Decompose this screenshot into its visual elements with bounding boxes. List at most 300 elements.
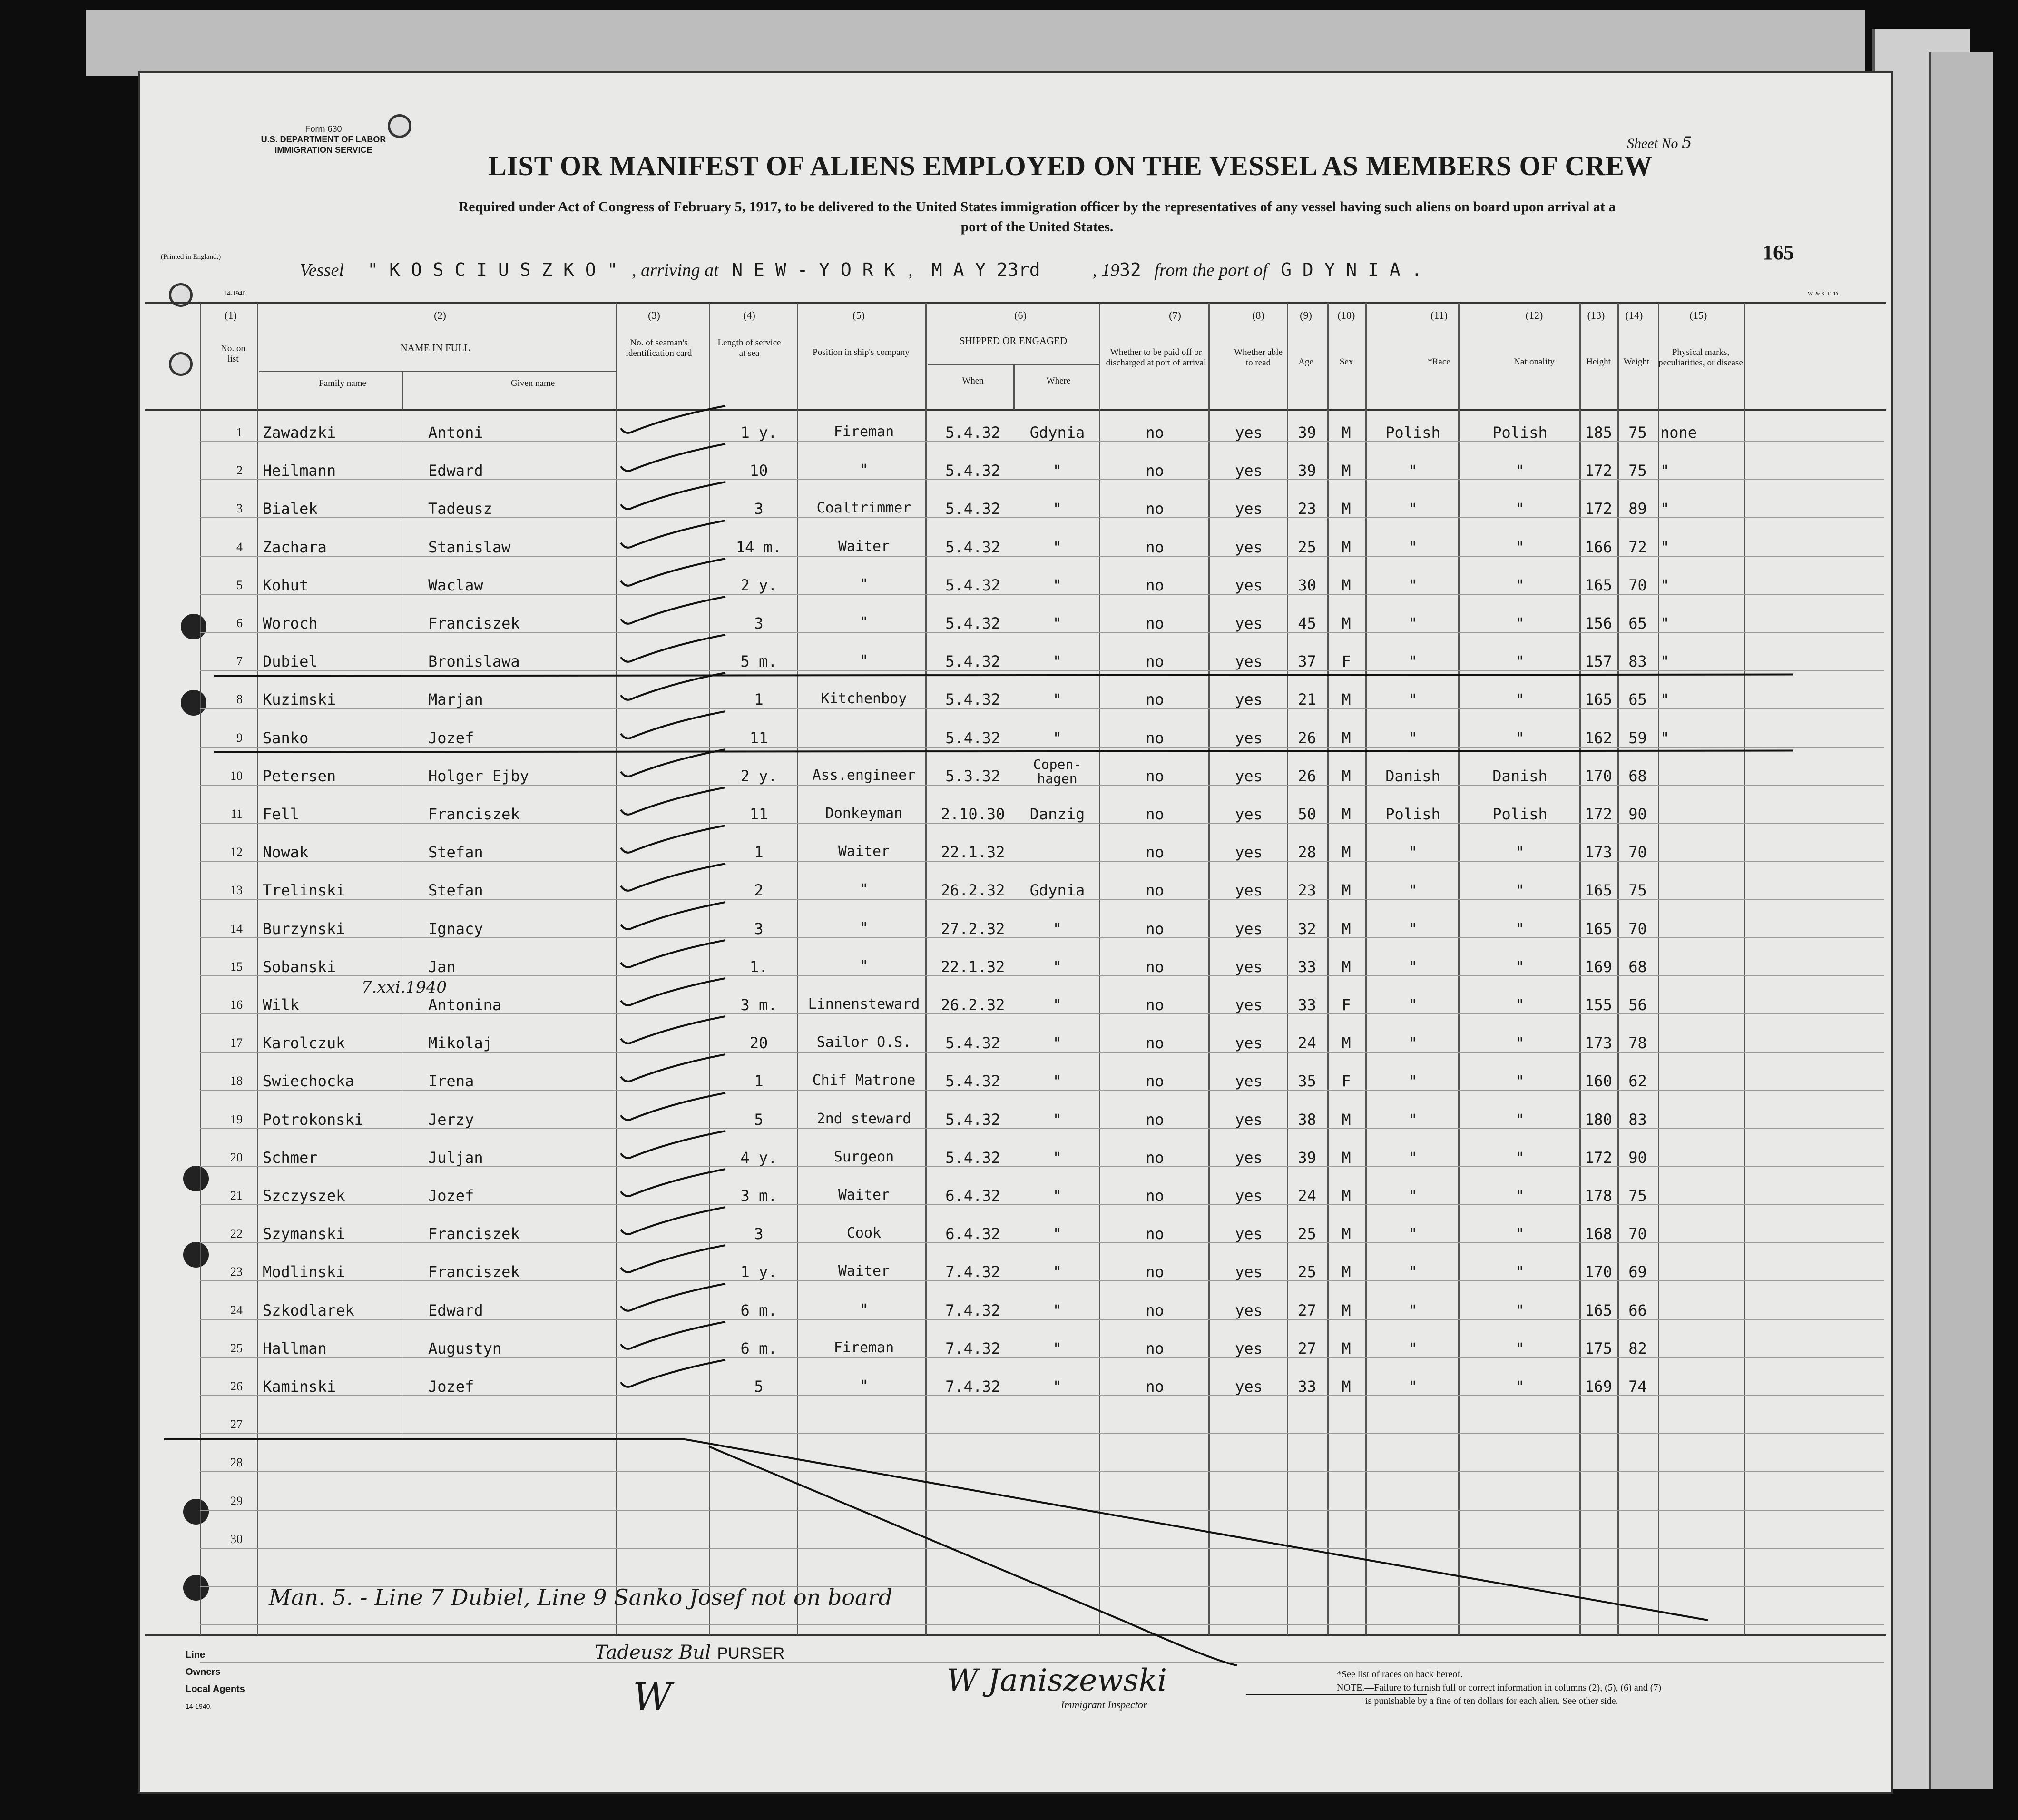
cell-when: 5.4.32 — [945, 729, 1000, 747]
row-number: 19 — [230, 1112, 243, 1126]
cell-height: 168 — [1585, 1225, 1612, 1243]
cell-height: 165 — [1585, 920, 1612, 938]
cell-family: Burzynski — [263, 920, 345, 938]
cell-nat: " — [1515, 690, 1525, 708]
cell-weight: 59 — [1628, 729, 1647, 747]
cell-nat: " — [1515, 1034, 1525, 1052]
cell-where: " — [1052, 996, 1062, 1014]
cell-given: Jozef — [428, 1377, 474, 1396]
printed-in: (Printed in England.) — [161, 253, 221, 261]
cell-marks: " — [1660, 538, 1670, 556]
cell-age: 25 — [1298, 538, 1316, 556]
form-code: 14-1940. — [224, 290, 248, 297]
cell-where: " — [1052, 1339, 1062, 1358]
cell-position: Chif Matrone — [812, 1072, 916, 1089]
cell-race: " — [1408, 843, 1418, 861]
cell-height: 172 — [1585, 1149, 1612, 1167]
end-of-list-lines — [138, 71, 1893, 1794]
cell-position: " — [859, 652, 869, 669]
cell-given: Bronislawa — [428, 652, 520, 670]
cell-age: 23 — [1298, 500, 1316, 518]
cell-race: " — [1408, 462, 1418, 480]
cell-age: 28 — [1298, 843, 1316, 861]
row-number: 5 — [236, 578, 243, 592]
cell-service: 3 m. — [740, 1187, 777, 1205]
cell-height: 169 — [1585, 958, 1612, 976]
cell-where: " — [1052, 958, 1062, 976]
colnum-9: (9) — [1300, 309, 1312, 321]
cell-nat: Polish — [1492, 423, 1548, 442]
cell-where: " — [1052, 1034, 1062, 1052]
cell-sex: M — [1342, 1187, 1351, 1205]
row-number: 1 — [236, 425, 243, 439]
cell-weight: 82 — [1628, 1339, 1647, 1358]
cell-paid: no — [1146, 881, 1164, 899]
cell-paid: no — [1146, 1111, 1164, 1129]
cell-marks: " — [1660, 500, 1670, 518]
cell-weight: 83 — [1628, 652, 1647, 670]
cell-paid: no — [1146, 996, 1164, 1014]
row-number: 9 — [236, 731, 243, 745]
cell-race: " — [1408, 576, 1418, 594]
cell-read: yes — [1235, 576, 1263, 594]
department: U.S. DEPARTMENT OF LABOR — [261, 135, 386, 144]
cell-position: " — [859, 462, 869, 478]
cell-family: Potrokonski — [263, 1111, 363, 1129]
header-given-name: Given name — [510, 378, 555, 388]
cell-marks: " — [1660, 576, 1670, 594]
colnum-5: (5) — [852, 309, 865, 321]
colnum-12: (12) — [1525, 309, 1543, 321]
header-when: When — [962, 376, 984, 386]
cell-height: 172 — [1585, 462, 1612, 480]
cell-nat: Danish — [1492, 767, 1548, 785]
initials: W — [633, 1675, 672, 1719]
cell-sex: M — [1342, 920, 1351, 938]
cell-family: Modlinski — [263, 1263, 345, 1281]
cell-height: 173 — [1585, 843, 1612, 861]
cell-height: 156 — [1585, 614, 1612, 632]
cell-sex: M — [1342, 1225, 1351, 1243]
cell-service: 3 m. — [740, 996, 777, 1014]
cell-paid: no — [1146, 958, 1164, 976]
cell-read: yes — [1235, 1377, 1263, 1396]
cell-sex: M — [1342, 1111, 1351, 1129]
colnum-10: (10) — [1337, 309, 1355, 321]
cell-race: " — [1408, 1301, 1418, 1319]
cell-sex: M — [1342, 843, 1351, 861]
cell-sex: M — [1342, 881, 1351, 899]
cell-position: " — [859, 958, 869, 974]
cell-family: Sanko — [263, 729, 309, 747]
cell-paid: no — [1146, 462, 1164, 480]
cell-weight: 78 — [1628, 1034, 1647, 1052]
header-weight: Weight — [1623, 357, 1650, 367]
cell-given: Irena — [428, 1072, 474, 1090]
header-name-in-full: NAME IN FULL — [400, 342, 470, 354]
cell-nat: " — [1515, 1301, 1525, 1319]
cell-age: 39 — [1298, 462, 1316, 480]
cell-family: Hallman — [263, 1339, 327, 1358]
cell-sex: M — [1342, 729, 1351, 747]
cell-given: Juljan — [428, 1149, 483, 1167]
cell-race: " — [1408, 1339, 1418, 1358]
row-number: 2 — [236, 463, 243, 477]
header-family-name: Family name — [319, 378, 366, 388]
cell-height: 172 — [1585, 500, 1612, 518]
cell-given: Jerzy — [428, 1111, 474, 1129]
cell-given: Holger Ejby — [428, 767, 529, 785]
cell-height: 166 — [1585, 538, 1612, 556]
cell-age: 26 — [1298, 729, 1316, 747]
cell-position: Waiter — [838, 538, 890, 555]
footer-owners-label: Owners — [186, 1667, 221, 1677]
cell-age: 50 — [1298, 805, 1316, 823]
cell-given: Augustyn — [428, 1339, 502, 1358]
cell-family: Zachara — [263, 538, 327, 556]
cell-weight: 70 — [1628, 576, 1647, 594]
cell-read: yes — [1235, 1187, 1263, 1205]
cell-age: 33 — [1298, 996, 1316, 1014]
cell-paid: no — [1146, 1149, 1164, 1167]
cell-age: 27 — [1298, 1301, 1316, 1319]
cell-when: 5.4.32 — [945, 423, 1000, 442]
row-number: 10 — [230, 769, 243, 783]
from-label: from the port of — [1154, 260, 1268, 280]
cell-race: " — [1408, 1263, 1418, 1281]
colnum-1: (1) — [225, 309, 237, 321]
cell-where: " — [1052, 1225, 1062, 1243]
cell-weight: 74 — [1628, 1377, 1647, 1396]
cell-family: Schmer — [263, 1149, 318, 1167]
cell-service: 3 — [754, 614, 764, 632]
manifest-sheet — [138, 71, 1893, 1794]
cell-position: Fireman — [833, 423, 894, 440]
cell-family: Kohut — [263, 576, 309, 594]
cell-read: yes — [1235, 1034, 1263, 1052]
cell-height: 165 — [1585, 881, 1612, 899]
arrival-year: 32 — [1119, 259, 1141, 280]
cell-paid: no — [1146, 1034, 1164, 1052]
cell-position: " — [859, 1301, 869, 1318]
colnum-6: (6) — [1014, 309, 1027, 321]
header-height: Height — [1586, 357, 1611, 367]
empty-row-number: 30 — [230, 1532, 243, 1546]
cell-read: yes — [1235, 538, 1263, 556]
cell-when: 5.4.32 — [945, 614, 1000, 632]
colnum-2: (2) — [434, 309, 446, 321]
cell-age: 35 — [1298, 1072, 1316, 1090]
cell-when: 2.10.30 — [940, 805, 1005, 823]
cell-age: 21 — [1298, 690, 1316, 708]
cell-sex: M — [1342, 462, 1351, 480]
cell-paid: no — [1146, 1072, 1164, 1090]
cell-read: yes — [1235, 920, 1263, 938]
cell-nat: " — [1515, 538, 1525, 556]
cell-read: yes — [1235, 652, 1263, 670]
cell-when: 27.2.32 — [940, 920, 1005, 938]
row-number: 25 — [230, 1341, 243, 1355]
cell-where: " — [1052, 920, 1062, 938]
cell-weight: 68 — [1628, 767, 1647, 785]
cell-race: " — [1408, 614, 1418, 632]
row-number: 11 — [230, 807, 243, 821]
cell-family: Petersen — [263, 767, 336, 785]
cell-read: yes — [1235, 614, 1263, 632]
cell-marks: " — [1660, 652, 1670, 670]
cell-marks: " — [1660, 729, 1670, 747]
cell-age: 23 — [1298, 881, 1316, 899]
cell-weight: 70 — [1628, 1225, 1647, 1243]
cell-race: Danish — [1385, 767, 1440, 785]
cell-nat: " — [1515, 614, 1525, 632]
colnum-15: (15) — [1689, 309, 1707, 321]
cell-position: Surgeon — [833, 1149, 894, 1165]
cell-position: Waiter — [838, 843, 890, 860]
cell-weight: 70 — [1628, 843, 1647, 861]
footer-note-failure: NOTE.—Failure to furnish full or correct information in columns (2), (5), (6) and (7) — [1337, 1682, 1662, 1693]
cell-where: " — [1052, 652, 1062, 670]
arrival-port: N E W - Y O R K — [732, 259, 895, 280]
cell-weight: 70 — [1628, 920, 1647, 938]
footer-notes — [1337, 1668, 1661, 1708]
cell-position: Waiter — [838, 1187, 890, 1203]
cell-when: 7.4.32 — [945, 1301, 1000, 1319]
header-nationality: Nationality — [1514, 357, 1555, 367]
cell-where: " — [1052, 690, 1062, 708]
cell-paid: no — [1146, 500, 1164, 518]
cell-given: Ignacy — [428, 920, 483, 938]
cell-read: yes — [1235, 690, 1263, 708]
footer-line-label: Line — [186, 1650, 206, 1660]
printer-mark: W. & S. LTD. — [1808, 290, 1840, 297]
cell-weight: 68 — [1628, 958, 1647, 976]
cell-when: 7.4.32 — [945, 1339, 1000, 1358]
cell-where: " — [1052, 1377, 1062, 1396]
cell-race: " — [1408, 538, 1418, 556]
cell-nat: " — [1515, 1263, 1525, 1281]
cell-race: Polish — [1385, 423, 1440, 442]
cell-sex: M — [1342, 614, 1351, 632]
cell-weight: 69 — [1628, 1263, 1647, 1281]
cell-marks: " — [1660, 462, 1670, 480]
cell-height: 178 — [1585, 1187, 1612, 1205]
row-number: 21 — [230, 1189, 243, 1202]
cell-given: Antoni — [428, 423, 483, 442]
header-race: *Race — [1428, 357, 1450, 367]
header-sex: Sex — [1339, 357, 1353, 367]
colnum-13: (13) — [1587, 309, 1605, 321]
cell-age: 24 — [1298, 1034, 1316, 1052]
cell-read: yes — [1235, 1225, 1263, 1243]
cell-read: yes — [1235, 767, 1263, 785]
cell-service: 1. — [749, 958, 768, 976]
cell-height: 165 — [1585, 576, 1612, 594]
cell-service: 2 — [754, 881, 764, 899]
cell-race: " — [1408, 958, 1418, 976]
page-title: LIST OR MANIFEST OF ALIENS EMPLOYED ON THE VESSEL AS MEMBERS OF CREW — [488, 150, 1653, 181]
cell-position: " — [859, 1377, 869, 1394]
cell-paid: no — [1146, 652, 1164, 670]
purser-signature — [595, 1642, 784, 1663]
row-number: 18 — [230, 1074, 243, 1088]
cell-nat: " — [1515, 462, 1525, 480]
cell-given: Tadeusz — [428, 500, 492, 518]
cell-marks: " — [1660, 690, 1670, 708]
cell-height: 157 — [1585, 652, 1612, 670]
header-able-read: Whether able to read — [1234, 347, 1283, 368]
cell-nat: " — [1515, 576, 1525, 594]
cell-weight: 90 — [1628, 1149, 1647, 1167]
cell-when: 7.4.32 — [945, 1377, 1000, 1396]
cell-race: Polish — [1385, 805, 1440, 823]
header-length-service: Length of service at sea — [717, 338, 781, 358]
cell-weight: 89 — [1628, 500, 1647, 518]
underlying-page-top — [86, 10, 1865, 76]
cell-where: " — [1052, 729, 1062, 747]
cell-family: Heilmann — [263, 462, 336, 480]
cell-weight: 56 — [1628, 996, 1647, 1014]
cell-service: 14 m. — [735, 538, 782, 556]
cell-height: 180 — [1585, 1111, 1612, 1129]
cell-marks: " — [1660, 614, 1670, 632]
cell-weight: 65 — [1628, 614, 1647, 632]
cell-read: yes — [1235, 958, 1263, 976]
footer-form-code: 14-1940. — [186, 1702, 212, 1710]
cell-age: 45 — [1298, 614, 1316, 632]
cell-read: yes — [1235, 1149, 1263, 1167]
cell-sex: M — [1342, 1149, 1351, 1167]
cell-service: 3 — [754, 920, 764, 938]
footer-note-fine: is punishable by a fine of ten dollars for each alien. See other side. — [1365, 1696, 1618, 1706]
header-no-on-list: No. on list — [221, 344, 245, 364]
row-number: 24 — [230, 1303, 243, 1317]
cell-given: Edward — [428, 1301, 483, 1319]
cell-service: 3 — [754, 1225, 764, 1243]
cell-service: 5 — [754, 1111, 764, 1129]
header-position: Position in ship's company — [813, 347, 910, 357]
cell-when: 7.4.32 — [945, 1263, 1000, 1281]
cell-position: Kitchenboy — [821, 690, 907, 707]
cell-position: " — [859, 576, 869, 593]
row-number: 8 — [236, 692, 243, 706]
cell-position: Linnensteward — [808, 996, 920, 1013]
cell-race: " — [1408, 690, 1418, 708]
cell-read: yes — [1235, 1072, 1263, 1090]
cell-family: Szczyszek — [263, 1187, 345, 1205]
inspector-label: Immigrant Inspector — [1061, 1699, 1147, 1711]
cell-paid: no — [1146, 614, 1164, 632]
cell-weight: 72 — [1628, 538, 1647, 556]
purser-title: PURSER — [717, 1644, 785, 1663]
cell-sex: M — [1342, 767, 1351, 785]
inspector-signature: W Janiszewski — [947, 1663, 1167, 1698]
sheet-no-value: 5 — [1681, 133, 1692, 152]
cell-sex: M — [1342, 958, 1351, 976]
cell-given: Jan — [428, 958, 456, 976]
date-separator: , — [908, 260, 913, 280]
cell-given: Marjan — [428, 690, 483, 708]
cell-paid: no — [1146, 920, 1164, 938]
cell-paid: no — [1146, 538, 1164, 556]
cell-height: 165 — [1585, 1301, 1612, 1319]
cell-nat: Polish — [1492, 805, 1548, 823]
cell-family: Fell — [263, 805, 300, 823]
row-number: 3 — [236, 502, 243, 515]
cell-race: " — [1408, 881, 1418, 899]
row-number: 14 — [230, 922, 243, 935]
cell-where: " — [1052, 614, 1062, 632]
cell-when: 5.4.32 — [945, 500, 1000, 518]
cell-age: 37 — [1298, 652, 1316, 670]
cell-where: " — [1052, 500, 1062, 518]
cell-given: Franciszek — [428, 1263, 520, 1281]
cell-race: " — [1408, 1111, 1418, 1129]
cell-read: yes — [1235, 805, 1263, 823]
cell-sex: F — [1342, 652, 1351, 670]
row-number: 4 — [236, 540, 243, 554]
cell-given: Edward — [428, 462, 483, 480]
cell-service: 11 — [749, 805, 768, 823]
cell-where: " — [1052, 1301, 1062, 1319]
cell-given: Jozef — [428, 729, 474, 747]
cell-weight: 75 — [1628, 881, 1647, 899]
cell-service: 1 — [754, 843, 764, 861]
cell-where: " — [1052, 1263, 1062, 1281]
cell-when: 22.1.32 — [940, 958, 1005, 976]
cell-position: Sailor O.S. — [816, 1034, 911, 1051]
cell-read: yes — [1235, 500, 1263, 518]
colnum-11: (11) — [1430, 309, 1448, 321]
cell-service: 10 — [749, 462, 768, 480]
sheet-label: Sheet No — [1627, 136, 1678, 151]
row-number: 12 — [230, 845, 243, 859]
cell-age: 25 — [1298, 1225, 1316, 1243]
cell-paid: no — [1146, 1225, 1164, 1243]
cell-position: 2nd steward — [816, 1111, 911, 1127]
cell-where: Danzig — [1029, 805, 1085, 823]
cell-weight: 83 — [1628, 1111, 1647, 1129]
cell-paid: no — [1146, 423, 1164, 442]
cell-nat: " — [1515, 1149, 1525, 1167]
cell-sex: M — [1342, 1377, 1351, 1396]
header-id-card: No. of seaman's identification card — [626, 338, 692, 358]
cell-race: " — [1408, 652, 1418, 670]
cell-height: 160 — [1585, 1072, 1612, 1090]
cell-service: 2 y. — [740, 576, 777, 594]
cell-family: Woroch — [263, 614, 318, 632]
cell-nat: " — [1515, 500, 1525, 518]
cell-race: " — [1408, 1072, 1418, 1090]
cell-paid: no — [1146, 1187, 1164, 1205]
cell-where: " — [1052, 1149, 1062, 1167]
cell-sex: M — [1342, 690, 1351, 708]
cell-read: yes — [1235, 462, 1263, 480]
cell-nat: " — [1515, 996, 1525, 1014]
cell-family: Dubiel — [263, 652, 318, 670]
colnum-3: (3) — [648, 309, 660, 321]
cell-nat: " — [1515, 1225, 1525, 1243]
cell-family: Zawadzki — [263, 423, 336, 442]
cell-when: 26.2.32 — [940, 881, 1005, 899]
cell-family: Szymanski — [263, 1225, 345, 1243]
cell-service: 5 — [754, 1377, 764, 1396]
cell-race: " — [1408, 1377, 1418, 1396]
cell-race: " — [1408, 500, 1418, 518]
cell-height: 172 — [1585, 805, 1612, 823]
cell-when: 6.4.32 — [945, 1225, 1000, 1243]
cell-height: 185 — [1585, 423, 1612, 442]
